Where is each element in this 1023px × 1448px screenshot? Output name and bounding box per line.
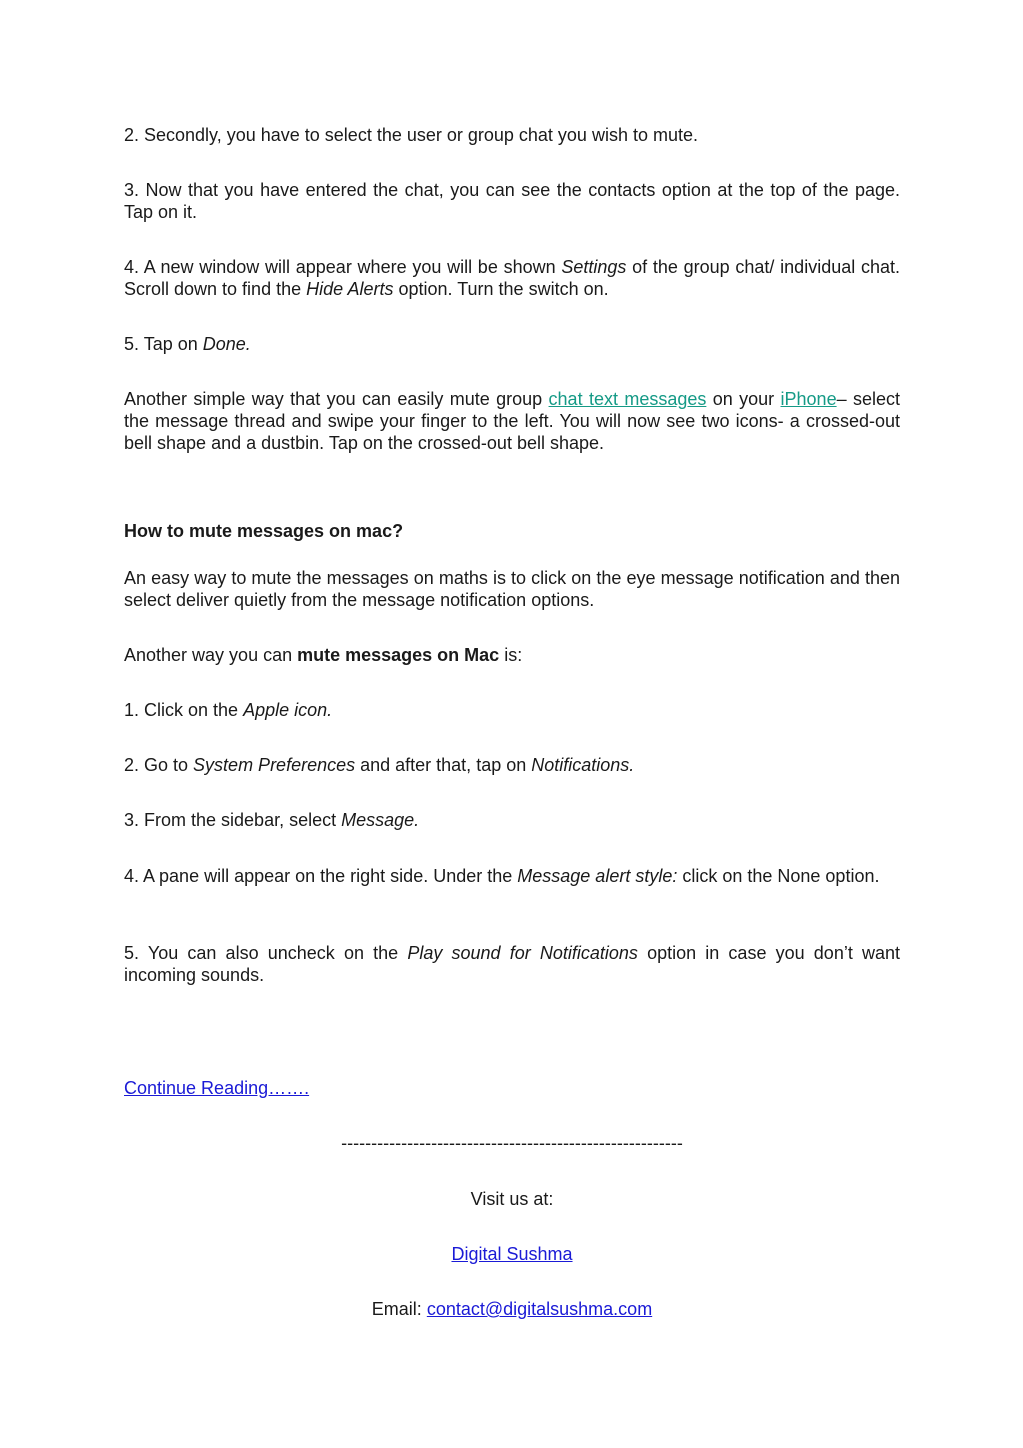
mac-step-1: 1. Click on the Apple icon. bbox=[124, 700, 333, 720]
mac-step-3: 3. From the sidebar, select Message. bbox=[124, 810, 420, 830]
site-line bbox=[124, 1243, 900, 1265]
chat-text-messages-link[interactable]: chat text messages bbox=[548, 389, 707, 409]
settings-emphasis: Settings bbox=[561, 257, 627, 277]
step-4-text: 4. A new window will appear where you will be shown Settings of the group chat/ individual chat. Scroll down to find the Hide Alerts option. Turn the switch on. bbox=[124, 257, 900, 299]
divider-line: --------------------------------------------------------- bbox=[341, 1133, 683, 1153]
email-label: Email: bbox=[371, 1299, 427, 1319]
step-3-text: 3. Now that you have entered the chat, you can see the contacts option at the top of the page. Tap on it. bbox=[124, 180, 900, 222]
iphone-link[interactable]: iPhone bbox=[780, 389, 837, 409]
another-way-text: Another way you can mute messages on Mac is: bbox=[124, 645, 523, 665]
email-line bbox=[124, 1298, 900, 1320]
done-emphasis: Done. bbox=[202, 334, 251, 354]
mac-step-4: 4. A pane will appear on the right side. Under the Message alert style: click on the None option. bbox=[124, 866, 880, 886]
mac-section-heading: How to mute messages on mac? bbox=[124, 521, 404, 541]
mac-step-2: 2. Go to System Preferences and after that, tap on Notifications. bbox=[124, 755, 635, 775]
visit-us-label: Visit us at: bbox=[470, 1189, 554, 1209]
continue-reading-link[interactable]: Continue Reading……. bbox=[124, 1078, 310, 1098]
alt-way-paragraph: Another simple way that you can easily mute group chat text messages on your iPhone– select the message thread and swipe your finger to the left. You will now see two icons- a crossed-out bell shape and a dustbin. Tap on the crossed-out bell shape. bbox=[124, 389, 900, 453]
step-5-text: 5. Tap on Done. bbox=[124, 334, 251, 354]
step-2-text: 2. Secondly, you have to select the user or group chat you wish to mute. bbox=[124, 125, 698, 145]
continue-reading-line bbox=[124, 1077, 900, 1099]
email-link[interactable]: contact@digitalsushma.com bbox=[426, 1299, 653, 1319]
hide-alerts-emphasis: Hide Alerts bbox=[306, 279, 394, 299]
mac-step-5: 5. You can also uncheck on the Play sound for Notifications option in case you don’t want incoming sounds. bbox=[124, 943, 901, 985]
digital-sushma-link[interactable]: Digital Sushma bbox=[451, 1244, 573, 1264]
mac-intro-paragraph: An easy way to mute the messages on maths is to click on the eye message notification and then select deliver quietly from the message notification options. bbox=[124, 568, 900, 610]
